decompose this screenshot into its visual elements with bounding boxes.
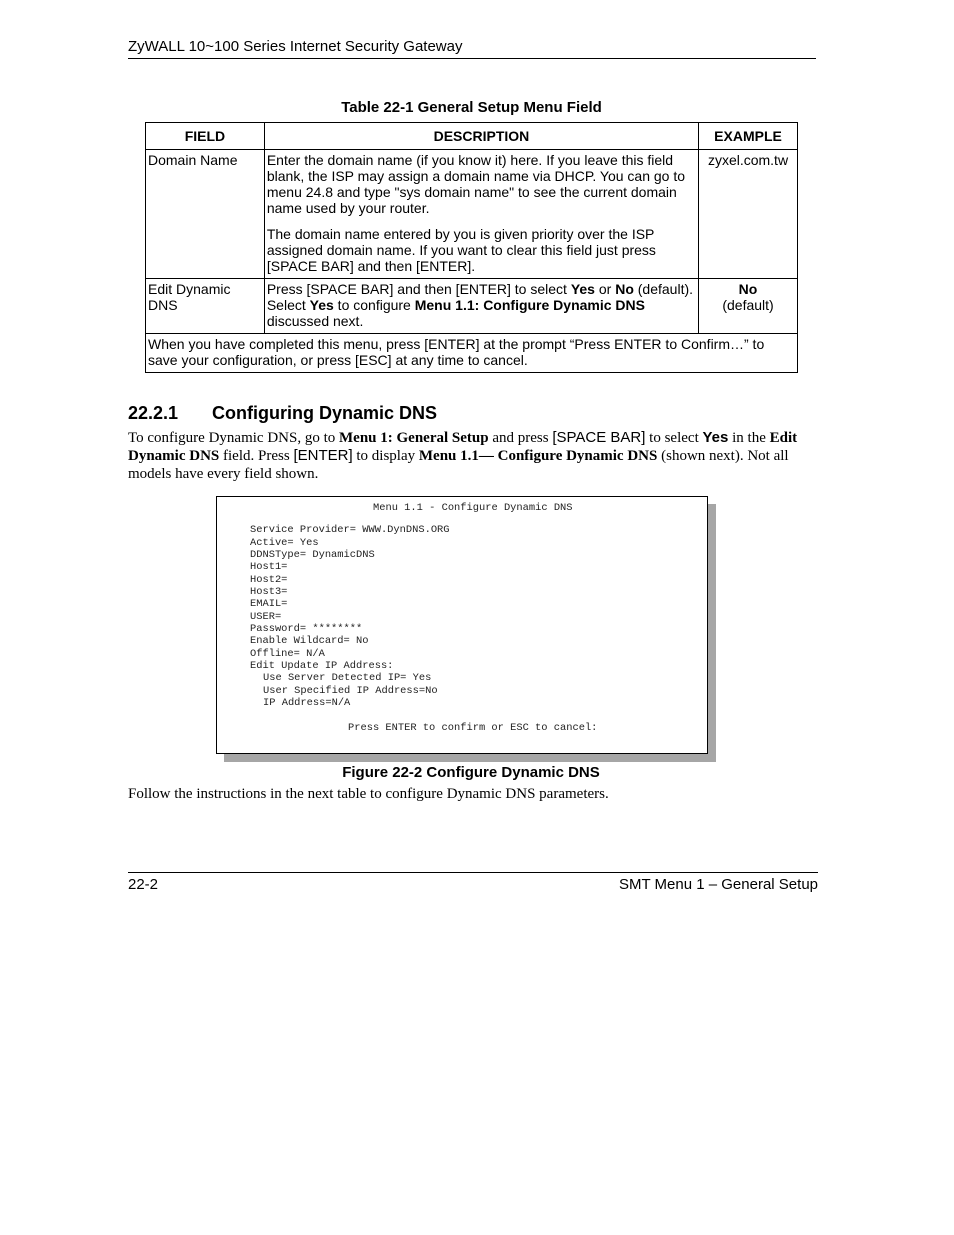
example-domain-name: zyxel.com.tw [699,150,798,279]
description-edit-dynamic-dns [264,279,698,334]
menu-line: Edit Update IP Address: [250,660,394,673]
menu-line: Host2= [250,573,288,586]
column-header-field: FIELD [146,123,265,150]
text-run: and press [488,430,553,446]
bold-text: Menu 1.1: Configure Dynamic DNS [414,297,645,313]
menu-confirm-prompt: Press ENTER to confirm or ESC to cancel: [348,721,598,734]
chapter-title: SMT Menu 1 – General Setup [619,876,818,893]
general-setup-table [145,122,798,373]
table-row [146,150,798,279]
example-note: (default) [722,297,774,313]
section-number: 22.2.1 [128,403,179,423]
menu-title: Menu 1.1 - Configure Dynamic DNS [373,502,573,514]
menu-line: Enable Wildcard= No [250,635,369,648]
menu-line: EMAIL= [250,598,288,611]
figure-caption: Figure 22-2 Configure Dynamic DNS [342,764,600,781]
field-domain-name: Domain Name [146,150,265,279]
bold-text: Yes [702,429,729,446]
bold-text: Menu 1: General Setup [339,430,489,446]
bold-text: Yes [309,297,334,313]
text-run: discussed next. [266,313,364,329]
text-run: to configure [333,297,415,313]
menu-sub-line: Use Server Detected IP= Yes [263,672,432,685]
menu-screen-text [217,497,707,734]
page-header: ZyWALL 10~100 Series Internet Security Gateway [128,38,816,59]
page-footer [128,872,818,893]
menu-line: Host3= [250,586,288,599]
bold-text: Edit Dynamic DNS [128,430,798,464]
menu-line: Password= ******** [250,623,363,636]
bold-text: Menu 1.1— Configure Dynamic DNS [418,448,658,464]
description-paragraph: The domain name entered by you is given priority over the ISP assigned domain name. If you want to clear this field just press [SPACE BAR] and then [ENTER]. [266,226,656,274]
table-footer-note: When you have completed this menu, press [ENTER] at the prompt “Press ENTER to Confirm…” to save your configuration, or press [ESC] at any time to cancel. [146,334,798,373]
text-run: To configure Dynamic DNS, go to [128,430,339,446]
section-heading [128,403,437,424]
text-run: to select [645,430,703,446]
bold-text: No [615,281,634,297]
text-run: field. Press [219,448,294,464]
table-row [146,279,798,334]
menu-line: Host1= [250,561,288,574]
key-text: [SPACE BAR] [552,429,646,446]
menu-screen-figure [216,496,708,754]
column-header-example: EXAMPLE [699,123,798,150]
menu-line: Service Provider= WWW.DynDNS.ORG [250,524,450,537]
text-run: or [594,281,616,297]
text-run: in the [728,430,770,446]
menu-sub-line: IP Address=N/A [263,697,351,710]
column-header-description: DESCRIPTION [264,123,698,150]
menu-line: DDNSType= DynamicDNS [250,549,375,562]
description-domain-name [264,150,698,279]
bold-text: Yes [570,281,595,297]
menu-line: USER= [250,610,282,623]
text-run: (shown next). Not all models have every field shown. [128,448,789,482]
table-footer-row [146,334,798,373]
description-paragraph: Enter the domain name (if you know it) here. If you leave this field blank, the ISP may assign a domain name via DHCP. You can go to menu 24.8 and type "sys domain name" to see the current domain name used by your router. [266,152,686,216]
menu-sub-line: User Specified IP Address=No [263,684,438,697]
key-text: [ENTER] [293,447,353,464]
text-run: to display [352,448,419,464]
field-edit-dynamic-dns: Edit Dynamic DNS [146,279,265,334]
menu-line: Offline= N/A [250,647,325,660]
table-caption: Table 22-1 General Setup Menu Field [341,99,602,116]
follow-paragraph: Follow the instructions in the next table to configure Dynamic DNS parameters. [128,786,609,802]
intro-paragraph [128,429,818,483]
example-edit-dynamic-dns [699,279,798,334]
section-title: Configuring Dynamic DNS [212,403,438,423]
table-header-row [146,123,798,150]
example-value: No [738,281,758,297]
text-run: (default). Select [266,281,694,313]
page-number: 22-2 [128,876,159,893]
text-run: Press [SPACE BAR] and then [ENTER] to select [266,281,571,297]
menu-line: Active= Yes [250,536,319,549]
